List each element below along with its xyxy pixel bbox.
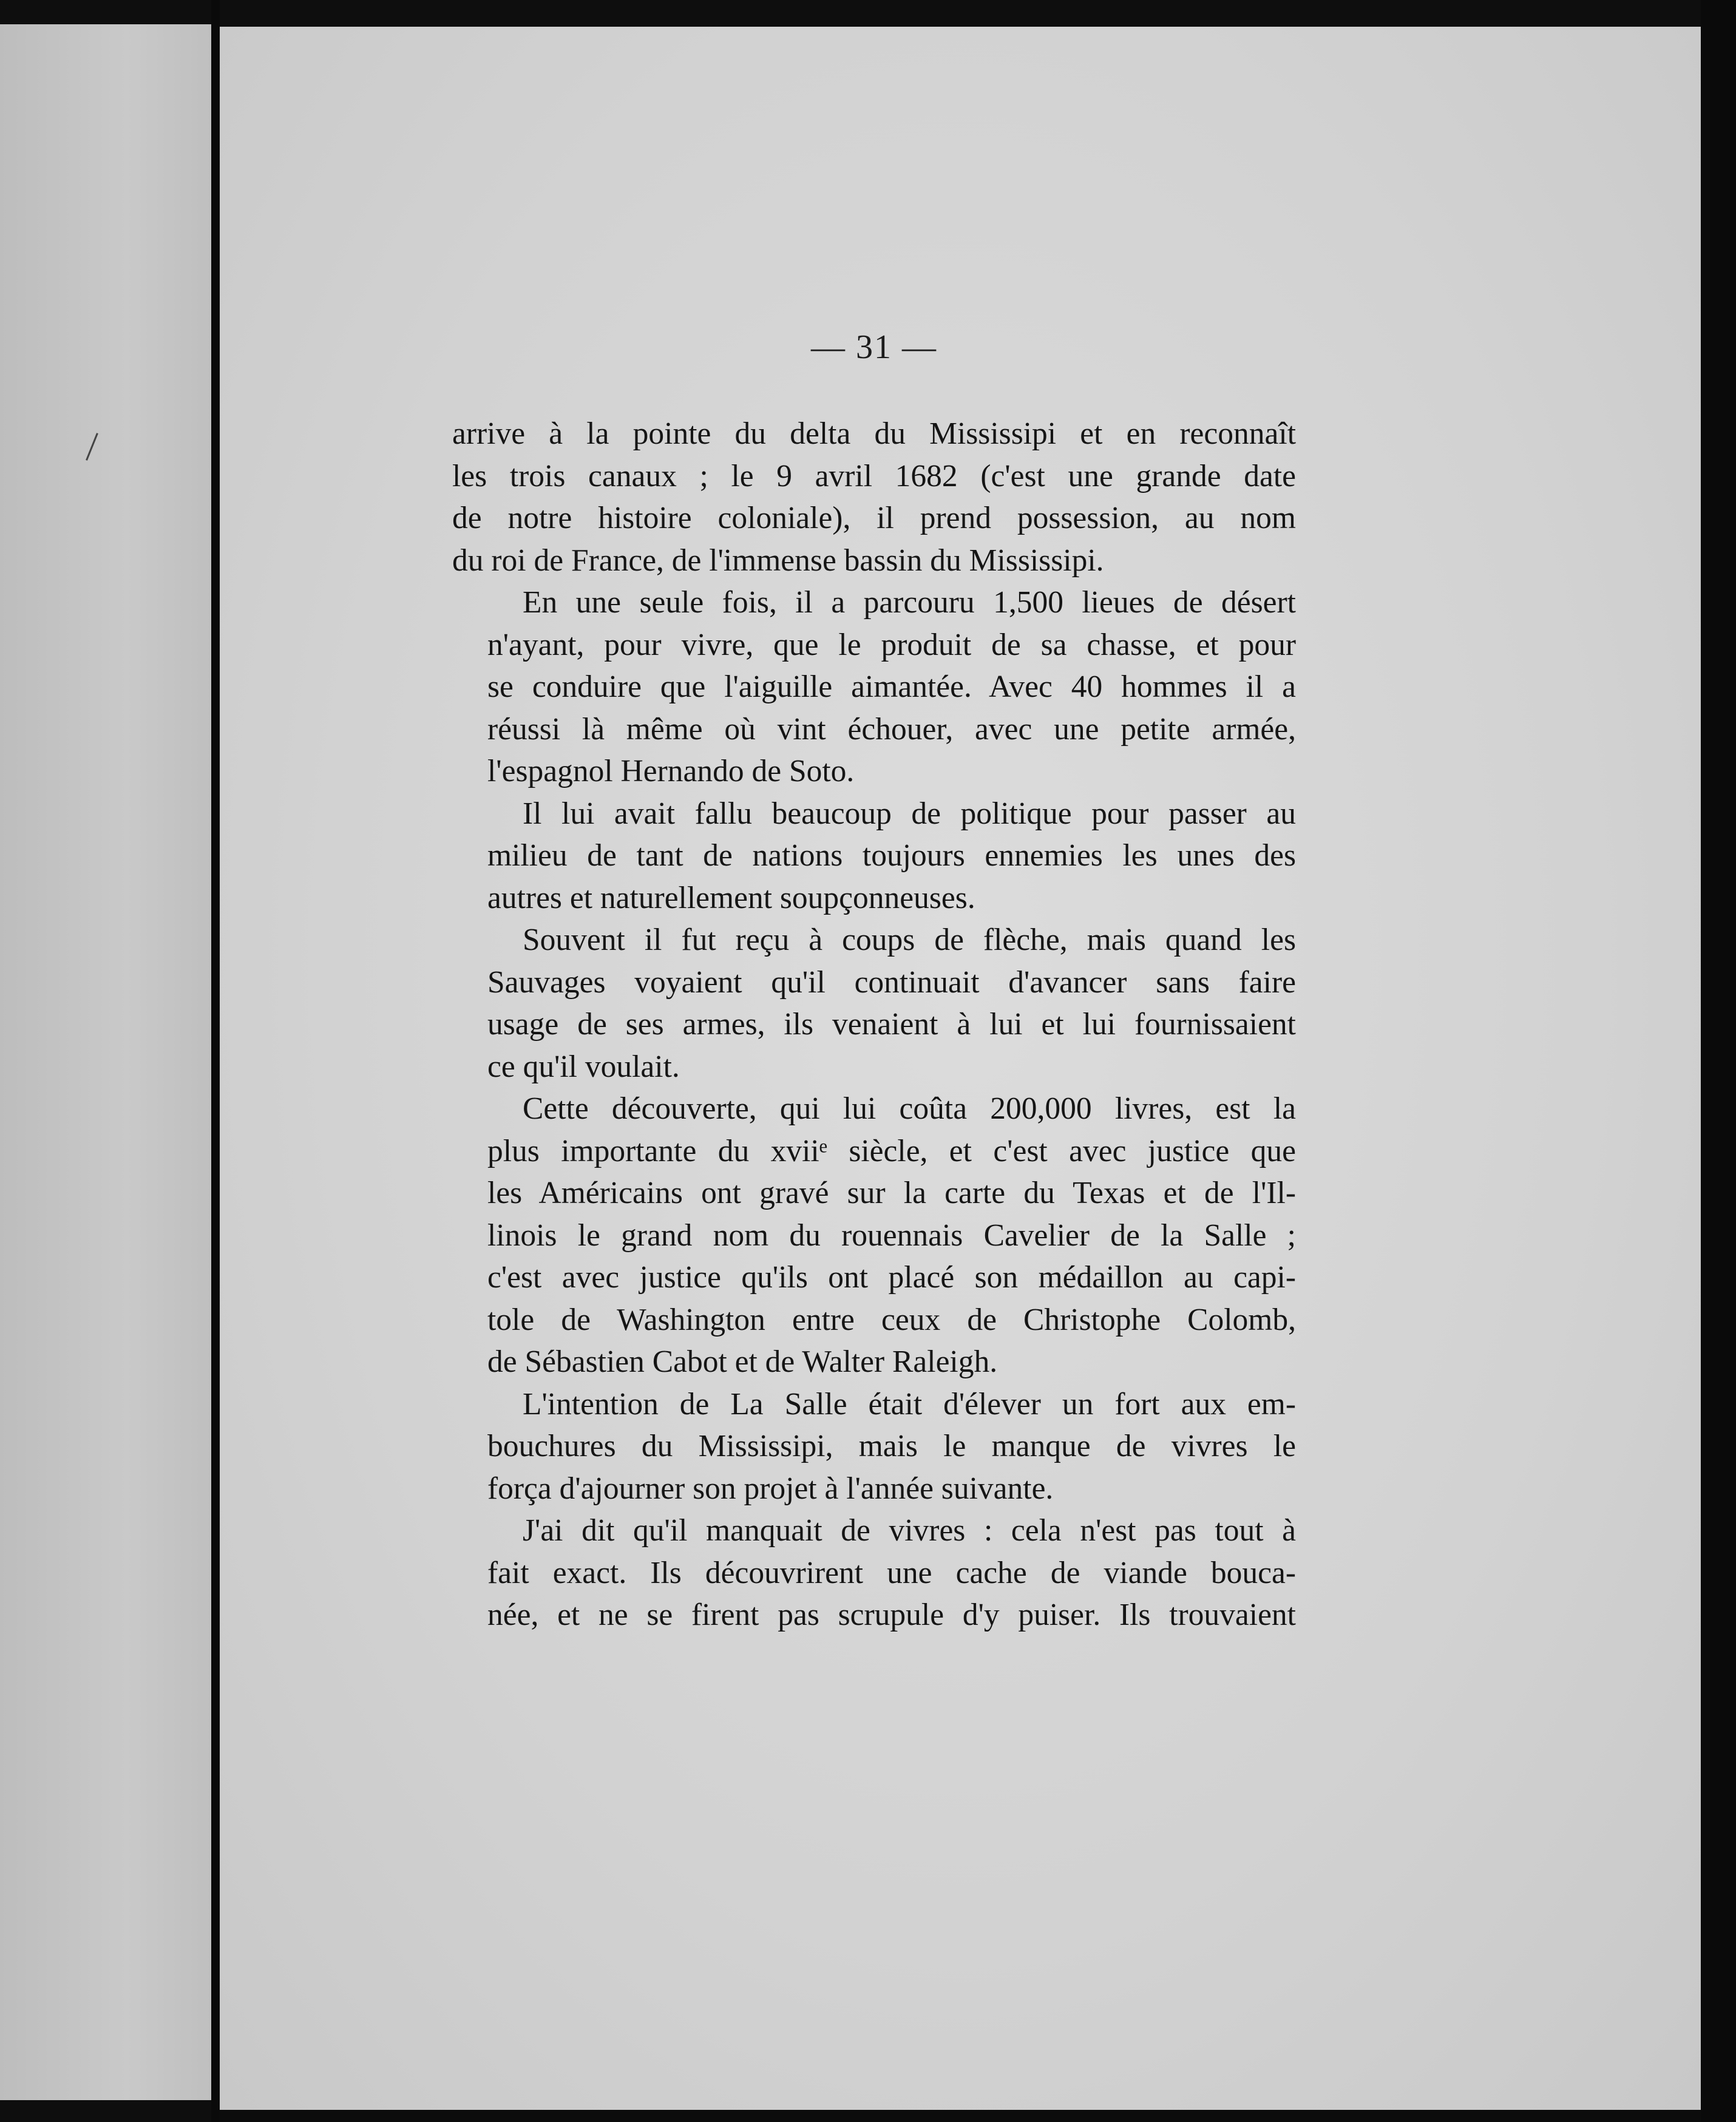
- paragraph-5: [452, 1088, 1296, 1383]
- text-line: usage de ses armes, ils venaient à lui et lui fournissaient: [487, 1007, 1296, 1042]
- paragraph-7: [452, 1510, 1296, 1636]
- paragraph-1: [452, 413, 1296, 581]
- body-text: [452, 413, 1296, 1636]
- text-line: linois le grand nom du rouennais Cavelier de la Salle ;: [487, 1218, 1296, 1253]
- page-gutter: [211, 0, 220, 2122]
- text-line: plus importante du xviiᵉ siècle, et c'est avec justice que: [487, 1133, 1296, 1168]
- text-line: L'intention de La Salle était d'élever un fort aux em-: [523, 1386, 1296, 1422]
- scan-border-bottom: [220, 2110, 1701, 2122]
- text-line: ce qu'il voulait.: [487, 1049, 680, 1084]
- text-line: née, et ne se firent pas scrupule d'y puiser. Ils trouvaient: [487, 1598, 1296, 1632]
- text-line: fait exact. Ils découvrirent une cache de viande bouca-: [487, 1555, 1296, 1590]
- scan-border-right: [1701, 0, 1736, 2122]
- text-line: Souvent il fut reçu à coups de flèche, mais quand les: [523, 923, 1296, 957]
- page-number: — 31 —: [811, 328, 937, 366]
- text-line: autres et naturellement soupçonneuses.: [487, 880, 975, 915]
- text-line: se conduire que l'aiguille aimantée. Avec 40 hommes il a: [487, 669, 1296, 704]
- paragraph-4: [452, 919, 1296, 1088]
- text-line: c'est avec justice qu'ils ont placé son médaillon au capi-: [487, 1260, 1296, 1295]
- paragraph-2: [452, 581, 1296, 793]
- left-page-edge: [0, 24, 211, 2100]
- text-line: J'ai dit qu'il manquait de vivres : cela n'est pas tout à: [523, 1513, 1296, 1548]
- text-line: bouchures du Mississipi, mais le manque de vivres le: [487, 1429, 1296, 1463]
- text-line: l'espagnol Hernando de Soto.: [487, 754, 855, 788]
- text-line: milieu de tant de nations toujours ennemies les unes des: [487, 838, 1296, 873]
- text-line: du roi de France, de l'immense bassin du Mississipi.: [452, 543, 1104, 578]
- text-line: tole de Washington entre ceux de Christophe Colomb,: [487, 1302, 1296, 1337]
- text-line: les trois canaux ; le 9 avril 1682 (c'est une grande date: [452, 458, 1296, 493]
- paragraph-3: [452, 793, 1296, 920]
- text-line: n'ayant, pour vivre, que le produit de sa chasse, et pour: [487, 627, 1296, 662]
- text-line: de notre histoire coloniale), il prend possession, au nom: [452, 501, 1296, 535]
- text-line: les Américains ont gravé sur la carte du Texas et de l'Il-: [487, 1176, 1296, 1210]
- text-line: força d'ajourner son projet à l'année suivante.: [487, 1471, 1054, 1506]
- text-line: Sauvages voyaient qu'il continuait d'avancer sans faire: [487, 964, 1296, 1000]
- margin-mark: [86, 433, 98, 461]
- text-line: En une seule fois, il a parcouru 1,500 lieues de désert: [523, 585, 1296, 620]
- text-line: réussi là même où vint échouer, avec une petite armée,: [487, 711, 1296, 747]
- text-line: Il lui avait fallu beaucoup de politique pour passer au: [523, 796, 1296, 831]
- text-line: de Sébastien Cabot et de Walter Raleigh.: [487, 1344, 998, 1379]
- paragraph-6: [452, 1383, 1296, 1510]
- text-line: Cette découverte, qui lui coûta 200,000 livres, est la: [523, 1091, 1296, 1126]
- text-line: arrive à la pointe du delta du Mississipi et en reconnaît: [452, 416, 1296, 451]
